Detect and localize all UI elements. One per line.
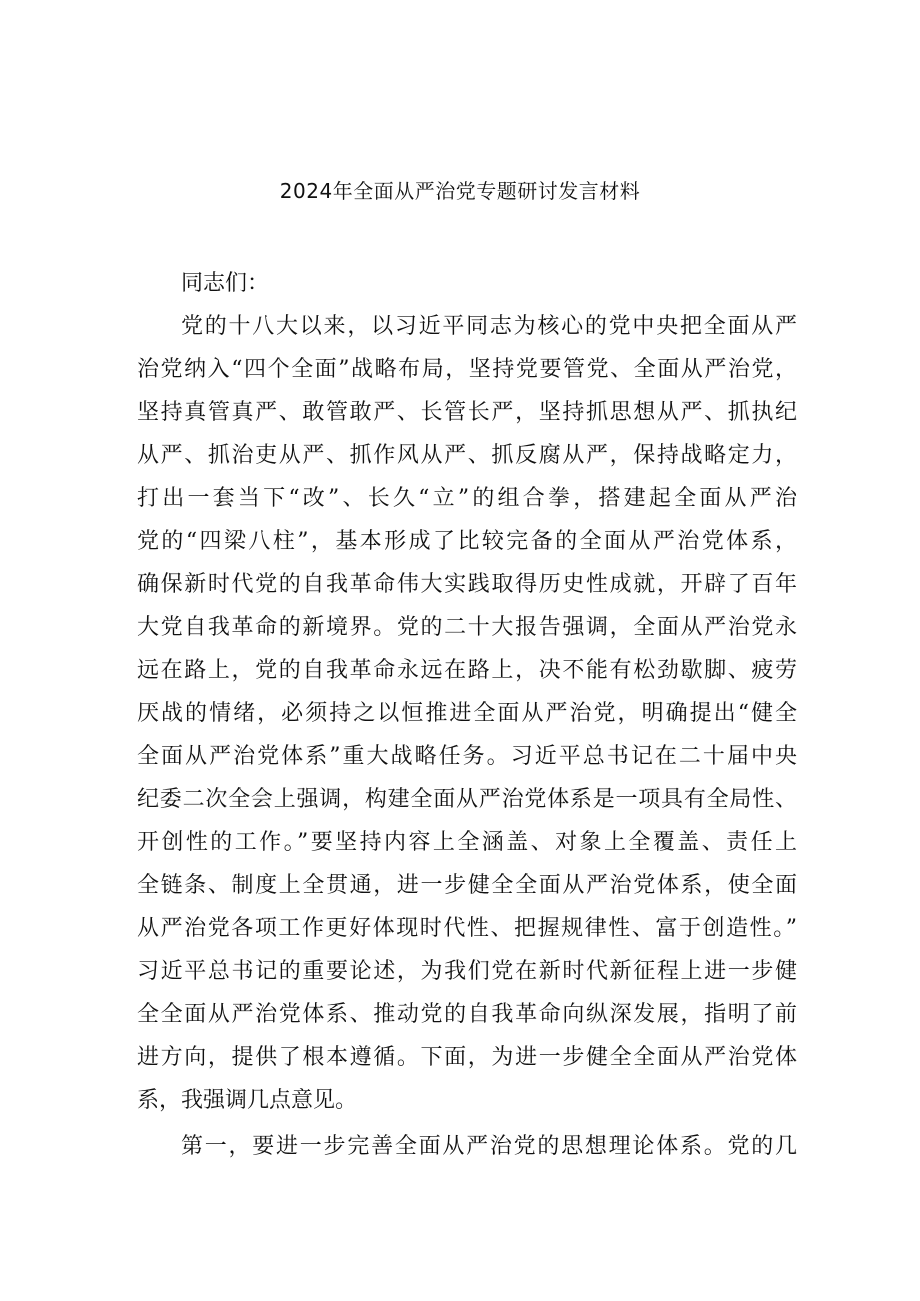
greeting: 同志们： [181,271,270,296]
paragraph-line: 从严、抓治吏从严、抓作风从严、抓反腐从严，保持战略定力， [137,443,797,468]
paragraph-line: 打出一套当下“改”、长久“立”的组合拳，搭建起全面从严治 [137,486,797,511]
paragraph-line: 党的十八大以来，以习近平同志为核心的党中央把全面从严 [181,314,797,339]
paragraph-line: 开创性的工作。”要坚持内容上全涵盖、对象上全覆盖、责任上 [137,830,797,855]
paragraph-line: 大党自我革命的新境界。党的二十大报告强调，全面从严治党永 [137,615,797,640]
paragraph-line: 全全面从严治党体系、推动党的自我革命向纵深发展，指明了前 [137,1002,797,1027]
paragraph-line: 厌战的情绪，必须持之以恒推进全面从严治党，明确提出“健全 [137,701,797,726]
paragraph-line: 治党纳入“四个全面”战略布局，坚持党要管党、全面从严治党， [137,357,797,382]
paragraph-line: 远在路上，党的自我革命永远在路上，决不能有松劲歇脚、疲劳 [137,658,797,683]
paragraph-line: 进方向，提供了根本遵循。下面，为进一步健全全面从严治党体 [137,1045,797,1070]
paragraph-line: 确保新时代党的自我革命伟大实践取得历史性成就，开辟了百年 [137,572,797,597]
paragraph-line: 第一，要进一步完善全面从严治党的思想理论体系。党的几 [181,1134,797,1159]
paragraph-line: 纪委二次全会上强调，构建全面从严治党体系是一项具有全局性、 [137,787,797,812]
paragraph-line: 系，我强调几点意见。 [137,1088,358,1113]
paragraph-line: 从严治党各项工作更好体现时代性、把握规律性、富于创造性。” [137,916,797,941]
paragraph-line: 坚持真管真严、敢管敢严、长管长严，坚持抓思想从严、抓执纪 [137,400,797,425]
document-title: 2024年全面从严治党专题研讨发言材料 [279,179,641,203]
paragraph-line: 党的“四梁八柱”，基本形成了比较完备的全面从严治党体系， [137,529,797,554]
paragraph-line: 全面从严治党体系”重大战略任务。习近平总书记在二十届中央 [137,744,797,769]
paragraph-line: 习近平总书记的重要论述，为我们党在新时代新征程上进一步健 [137,959,797,984]
paragraph-line: 全链条、制度上全贯通，进一步健全全面从严治党体系，使全面 [137,873,797,898]
